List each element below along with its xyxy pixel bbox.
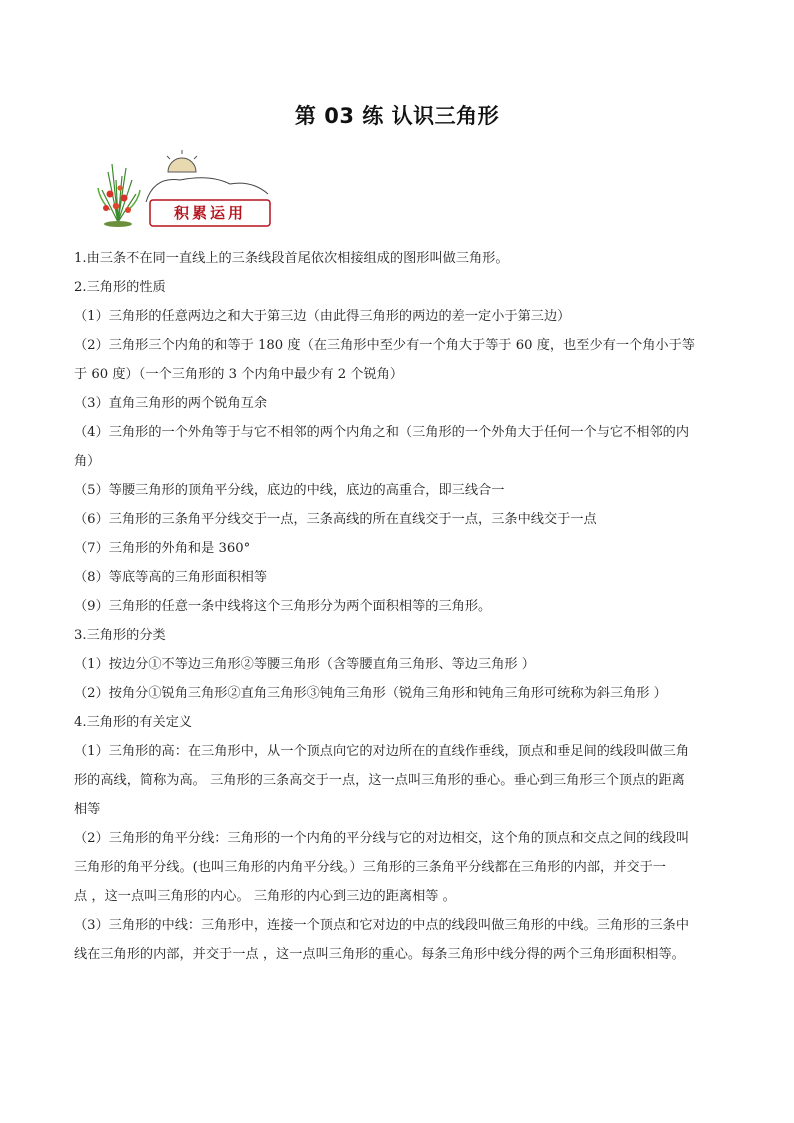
page-title: 第 03 练 认识三角形	[294, 104, 500, 128]
content-line: （3）直角三角形的两个锐角互余	[74, 396, 268, 411]
content-line: （6）三角形的三条角平分线交于一点，三条高线的所在直线交于一点，三条中线交于一点	[74, 512, 597, 527]
content-line: 相等	[74, 802, 101, 817]
content-body	[74, 244, 724, 969]
content-line: （5）等腰三角形的顶角平分线，底边的中线，底边的高重合，即三线合一	[74, 483, 505, 498]
content-line: （4）三角形的一个外角等于与它不相邻的两个内角之和（三角形的一个外角大于任何一个与它不相邻的内	[74, 425, 690, 440]
content-line: 点 ，这一点叫三角形的内心。 三角形的内心到三边的距离相等 。	[74, 889, 456, 904]
content-line: （1）三角形的任意两边之和大于第三边（由此得三角形的两边的差一定小于第三边）	[74, 309, 571, 324]
content-line: 3.三角形的分类	[74, 628, 166, 643]
content-line: 三角形的角平分线。(也叫三角形的内角平分线。）三角形的三条角平分线都在三角形的内部，并交于一	[74, 860, 666, 875]
content-line: 1.由三条不在同一直线上的三条线段首尾依次相接组成的图形叫做三角形。	[74, 251, 509, 266]
content-line: （2）三角形三个内角的和等于 180 度（在三角形中至少有一个角大于等于 60 度，也至少有一个角小于等	[74, 338, 695, 353]
content-line: 2.三角形的性质	[74, 280, 166, 295]
content-line: 角）	[74, 454, 101, 469]
content-line: （1）按边分①不等边三角形②等腰三角形（含等腰直角三角形、等边三角形 ）	[74, 657, 535, 672]
content-line: 线在三角形的内部，并交于一点 ，这一点叫三角形的重心。每条三角形中线分得的两个三角形面积相等。	[74, 947, 685, 962]
section-badge-label: 积累运用	[173, 204, 246, 222]
content-line: （3）三角形的中线：三角形中，连接一个顶点和它对边的中点的线段叫做三角形的中线。三角形的三条中	[74, 918, 690, 933]
content-line: （1）三角形的高：在三角形中，从一个顶点向它的对边所在的直线作垂线，顶点和垂足间的线段叫做三角	[74, 744, 690, 759]
content-line: （7）三角形的外角和是 360°	[74, 541, 251, 556]
flower-icon	[98, 164, 140, 227]
content-line: 形的高线，简称为高。 三角形的三条高交于一点，这一点叫三角形的垂心。垂心到三角形三个顶点的距离	[74, 773, 685, 788]
content-line: 于 60 度）（一个三角形的 3 个内角中最少有 2 个锐角）	[74, 367, 404, 382]
sun-icon	[167, 150, 197, 172]
content-line: （2）按角分①锐角三角形②直角三角形③钝角三角形（锐角三角形和钝角三角形可统称为斜三角形 ）	[74, 686, 667, 701]
content-line: 4.三角形的有关定义	[74, 715, 193, 730]
content-line: （9）三角形的任意一条中线将这个三角形分为两个面积相等的三角形。	[74, 599, 492, 614]
content-line: （2）三角形的角平分线：三角形的一个内角的平分线与它的对边相交，这个角的顶点和交点之间的线段叫	[74, 831, 690, 846]
content-line: （8）等底等高的三角形面积相等	[74, 570, 268, 585]
